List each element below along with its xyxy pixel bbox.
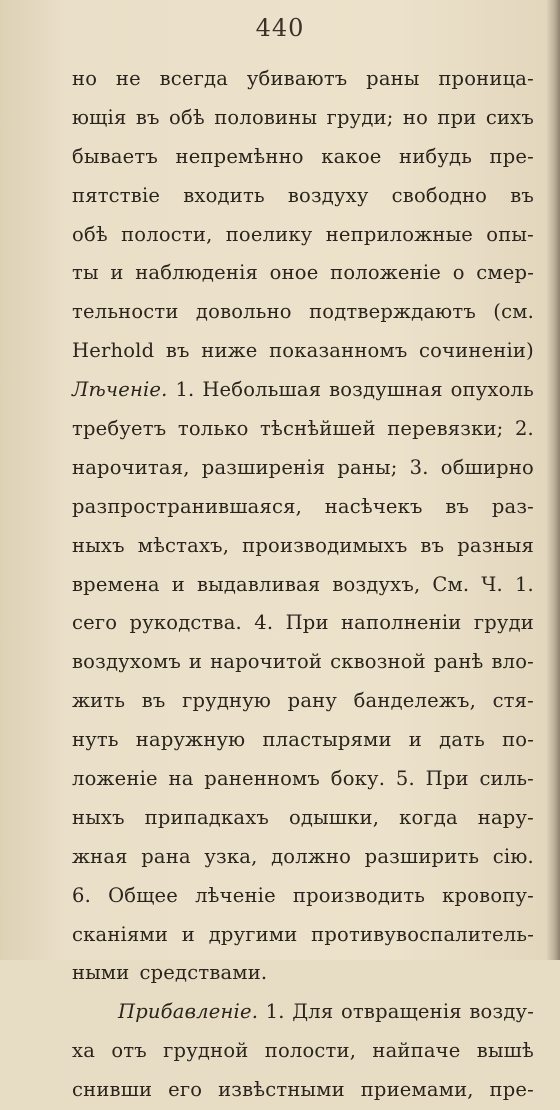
word: о: [452, 261, 465, 285]
word: разширить: [364, 844, 480, 868]
text-line: [72, 449, 534, 488]
text-line: [72, 1071, 534, 1110]
word: снивши: [72, 1078, 153, 1102]
word: рану: [287, 689, 338, 713]
text-line: [72, 254, 534, 293]
word: Общее: [108, 883, 179, 907]
word: и: [110, 261, 124, 285]
word: бандележъ,: [353, 689, 476, 713]
word: и: [188, 650, 203, 674]
word: должно: [271, 844, 352, 868]
word: полости,: [121, 222, 213, 246]
word: жная: [72, 844, 128, 868]
word: раны;: [337, 455, 398, 479]
text-line: [72, 682, 534, 721]
word: При: [425, 767, 469, 791]
word: при: [437, 105, 477, 129]
word: 6.: [72, 883, 92, 907]
word: всегда: [159, 67, 229, 90]
word: довольно: [195, 300, 292, 324]
word: наружную: [135, 728, 246, 752]
word: раненномъ: [204, 767, 321, 791]
text-line: [72, 293, 534, 332]
word: рукодства.: [129, 611, 242, 635]
word: Herhold: [72, 339, 155, 363]
word: При: [285, 611, 329, 635]
word: Небольшая: [202, 378, 322, 402]
word: одышки,: [288, 805, 380, 829]
word: не: [115, 67, 141, 90]
word: перевязки;: [387, 417, 504, 441]
word: полости,: [264, 1039, 357, 1063]
word: производимыхъ: [242, 533, 408, 557]
word: показанномъ: [269, 339, 408, 363]
word: извѣстными: [218, 1078, 345, 1102]
word: другими: [208, 922, 298, 946]
word: ныхъ: [72, 805, 125, 829]
word: но: [72, 67, 98, 90]
text-line: [72, 838, 534, 877]
word: сканіями: [72, 922, 169, 946]
word: выдавливая: [196, 572, 321, 596]
word: только: [177, 417, 249, 441]
word: въ: [445, 494, 470, 518]
word: разширенія: [201, 455, 326, 479]
text-line: [72, 99, 534, 138]
word: наполненіи: [340, 611, 462, 635]
word: когда: [399, 805, 458, 829]
text-line: [72, 760, 534, 799]
word: вло-: [491, 650, 534, 674]
word: нибудь: [399, 144, 473, 168]
text-line: [72, 216, 534, 255]
word: ложеніе: [72, 767, 158, 791]
word: тѣснѣйшей: [260, 417, 376, 441]
word: стя-: [492, 689, 534, 713]
word: 5.: [395, 767, 415, 791]
text-line: [72, 916, 534, 955]
word: отъ: [111, 1039, 147, 1063]
text-line: [72, 954, 534, 993]
text-line: [72, 332, 534, 371]
word: вышѣ: [476, 1039, 534, 1063]
word: силь-: [479, 767, 534, 791]
word: См.: [432, 572, 470, 596]
word: наблюденія: [135, 261, 259, 285]
word: воздухомъ: [72, 650, 181, 674]
text-line: [72, 371, 534, 410]
word: и: [181, 922, 195, 946]
word: ты: [72, 261, 99, 285]
word: его: [168, 1078, 203, 1102]
word: опы-: [486, 222, 534, 246]
word: бываетъ: [72, 144, 158, 168]
word: нуть: [72, 728, 119, 752]
word: Лѣченіе.: [72, 378, 168, 402]
word: ранѣ: [433, 650, 484, 674]
word: 2.: [514, 417, 534, 441]
word: смер-: [476, 261, 534, 285]
word: кровопу-: [442, 883, 534, 907]
text-line: [72, 643, 534, 682]
word: средствами.: [139, 961, 268, 985]
word: Ч.: [481, 572, 503, 596]
word: Для: [292, 1000, 334, 1024]
word: непремѣнно: [175, 144, 304, 168]
word: пре-: [489, 144, 534, 168]
word: грудную: [182, 689, 272, 713]
word: на: [168, 767, 194, 791]
word: раны: [366, 67, 420, 90]
word: сочиненіи): [419, 339, 534, 363]
word: грудной: [163, 1039, 249, 1063]
word: нарочитой: [210, 650, 323, 674]
word: входить: [183, 183, 265, 207]
word: приемами,: [360, 1078, 474, 1102]
text-line: [72, 60, 534, 99]
word: воздуху: [287, 183, 369, 207]
word: въ: [165, 339, 190, 363]
text-line: [72, 1032, 534, 1071]
word: производить: [292, 883, 426, 907]
word: 1.: [514, 572, 534, 596]
word: сихъ: [485, 105, 534, 129]
word: по-: [502, 728, 534, 752]
word: 3.: [409, 455, 429, 479]
text-line: [72, 604, 534, 643]
word: и: [171, 572, 185, 596]
word: насѣчекъ: [324, 494, 423, 518]
word: обширно: [440, 455, 534, 479]
text-line: [72, 877, 534, 916]
word: въ: [141, 689, 166, 713]
word: въ: [420, 533, 445, 557]
word: нару-: [477, 805, 534, 829]
word: въ: [135, 105, 160, 129]
word: пре-: [489, 1078, 534, 1102]
word: нарочитая,: [72, 455, 190, 479]
text-line: [72, 177, 534, 216]
word: но: [402, 105, 429, 129]
word: разныя: [457, 533, 534, 557]
word: возду-: [469, 1000, 534, 1024]
word: мѣстахъ,: [137, 533, 230, 557]
word: 1.: [175, 378, 195, 402]
text-line: [72, 566, 534, 605]
page-gutter-shadow: [546, 0, 560, 960]
word: тельности: [72, 300, 179, 324]
word: ха: [72, 1039, 96, 1063]
text-line: [72, 721, 534, 760]
word: Прибавленіе.: [118, 1000, 259, 1024]
word: груди;: [326, 105, 394, 129]
word: ниже: [201, 339, 258, 363]
word: сію.: [492, 844, 534, 868]
word: ныхъ: [72, 533, 125, 557]
word: ющія: [72, 105, 127, 129]
word: проница-: [438, 67, 534, 90]
word: отвращенія: [340, 1000, 462, 1024]
page-number: 440: [255, 14, 305, 42]
word: свободно: [391, 183, 488, 207]
word: узка,: [204, 844, 258, 868]
word: неприложные: [325, 222, 474, 246]
word: разпространившаяся,: [72, 494, 303, 518]
word: воздушная: [329, 378, 443, 402]
word: опухоль: [450, 378, 534, 402]
word: боку.: [330, 767, 386, 791]
word: половины: [214, 105, 318, 129]
text-line: [72, 527, 534, 566]
word: времена: [72, 572, 160, 596]
word: ными: [72, 961, 130, 985]
page-body-text: [72, 60, 534, 1110]
word: лѣченіе: [195, 883, 276, 907]
word: (см.: [493, 300, 534, 324]
word: противувоспалитель-: [311, 922, 534, 946]
word: воздухъ,: [332, 572, 421, 596]
word: обѣ: [169, 105, 205, 129]
word: рана: [141, 844, 191, 868]
word: дать: [439, 728, 485, 752]
text-line: [72, 138, 534, 177]
word: припадкахъ: [144, 805, 269, 829]
word: пятствіе: [72, 183, 161, 207]
text-line: [72, 993, 534, 1032]
text-line: [72, 799, 534, 838]
word: обѣ: [72, 222, 108, 246]
text-line: [72, 488, 534, 527]
word: 4.: [254, 611, 274, 635]
word: подтверждаютъ: [309, 300, 476, 324]
word: и: [408, 728, 422, 752]
word: сквозной: [330, 650, 426, 674]
word: въ: [510, 183, 534, 207]
word: раз-: [491, 494, 534, 518]
word: требуетъ: [72, 417, 167, 441]
word: пластырями: [262, 728, 392, 752]
text-line: [72, 410, 534, 449]
word: найпаче: [372, 1039, 461, 1063]
word: какое: [321, 144, 382, 168]
word: положеніе: [330, 261, 442, 285]
word: жить: [72, 689, 126, 713]
word: убиваютъ: [246, 67, 348, 90]
word: оное: [269, 261, 319, 285]
word: 1.: [265, 1000, 285, 1024]
word: сего: [72, 611, 118, 635]
word: груди: [473, 611, 534, 635]
word: поелику: [225, 222, 313, 246]
